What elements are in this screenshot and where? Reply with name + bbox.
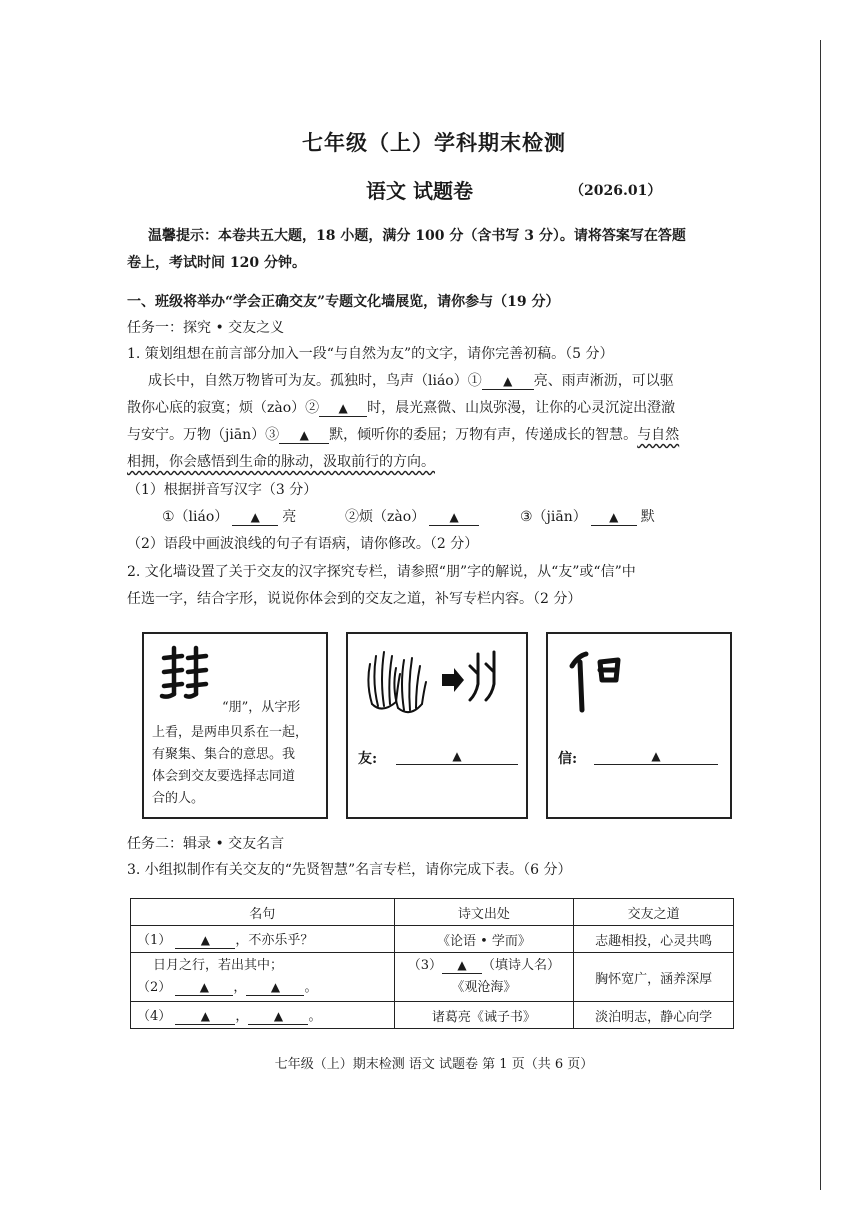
you-oracle-glyph-icon [362,644,512,720]
table-row [131,953,734,1002]
q1-para-line-3: 与安宁。万物（jiān）③ ▲ 默，倾听你的委屈；万物有声，传递成长的智慧。与自然 [127,427,680,443]
notice-line-2: 卷上，考试时间 120 分钟。 [127,255,306,271]
xin-character-box [546,632,732,819]
you-character-box [346,632,528,819]
answer-blank[interactable]: ▲ [175,979,233,996]
exam-title: 七年级（上）学科期末检测 [302,130,566,155]
peng-oracle-glyph-icon [158,644,210,702]
q1-sub2: （2）语段中画波浪线的句子有语病，请你修改。（2 分） [127,536,479,552]
q2-stem-line-2: 任选一字，结合字形，说说你体会到的交友之道，补写专栏内容。（2 分） [127,591,582,607]
q1-para-line-1: 成长中，自然万物皆可为友。孤独时，鸟声（liáo）① ▲ 亮、雨声淅沥，可以驱 [148,373,674,389]
table-header: 名句 [131,899,395,926]
answer-blank[interactable]: ▲ [232,509,278,526]
exam-date: （2026.01） [570,183,662,199]
q1-sub1-item-3: ③（jiān） ▲ 默 [520,509,655,525]
wavy-sentence: 相拥，你会感悟到生命的脉动，汲取前行的方向。 [127,454,435,470]
q1-sub1: （1）根据拼音写汉字（3 分） [127,482,318,498]
table-cell: 日月之行，若出其中； （2） ▲ ， ▲ 。 [131,953,395,1002]
table-cell: 志趣相投，心灵共鸣 [574,926,734,953]
q3-stem: 3. 小组拟制作有关交友的“先贤智慧”名言专栏，请你完成下表。（6 分） [127,862,572,878]
task2-label: 任务二：辑录 • 交友名言 [127,836,285,852]
task1-label: 任务一：探究 • 交友之义 [127,320,285,336]
answer-blank[interactable]: ▲ [442,957,482,974]
table-cell: 《论语 • 学而》 [394,926,574,953]
table-cell: 淡泊明志，静心向学 [574,1002,734,1029]
table-cell: （3） ▲ （填诗人名） 《观沧海》 [394,953,574,1002]
answer-blank[interactable]: ▲ [429,509,479,526]
page-footer: 七年级（上）期末检测 语文 试题卷 第 1 页（共 6 页） [274,1057,594,1072]
you-label: 友: [358,751,378,767]
q3-table [130,898,734,1029]
table-cell: （1） ▲ ，不亦乐乎？ [131,926,395,953]
peng-explanation: 上看，是两串贝系在一起， 有聚集、集合的意思。我 体会到交友要选择志同道 合的人。 [152,725,309,806]
table-row [131,1002,734,1029]
xin-label: 信: [558,751,578,767]
answer-blank[interactable]: ▲ [175,1008,235,1025]
answer-blank[interactable]: ▲ [591,509,637,526]
table-cell: 诸葛亮《诫子书》 [394,1002,574,1029]
q1-para-line-2: 散你心底的寂寞；烦（zào）② ▲ 时，晨光熹微、山岚弥漫，让你的心灵沉淀出澄澈 [127,400,676,416]
page-edge-line [820,40,821,1190]
notice-line-1: 温馨提示：本卷共五大题，18 小题，满分 100 分（含书写 3 分）。请将答案写在答题 [148,228,686,244]
q2-stem-line-1: 2. 文化墙设置了关于交友的汉字探究专栏，请参照“朋”字的解说，从“友”或“信”中 [127,564,636,580]
q1-stem: 1. 策划组想在前言部分加入一段“与自然为友”的文字，请你完善初稿。（5 分） [127,346,614,362]
section1-heading: 一、班级将举办“学会正确交友”专题文化墙展览，请你参与（19 分） [127,294,560,310]
table-cell: 胸怀宽广，涵养深厚 [574,953,734,1002]
answer-blank[interactable]: ▲ [246,979,304,996]
q1-para-line-4 [127,450,435,474]
answer-blank[interactable]: ▲ [396,748,518,765]
answer-blank[interactable]: ▲ [248,1008,308,1025]
peng-character-box [142,632,328,819]
table-header: 交友之道 [574,899,734,926]
answer-blank[interactable]: ▲ [482,373,534,390]
q1-sub1-item-1: ①（liáo） ▲ 亮 [162,509,297,525]
peng-quote: “朋”，从字形 [222,700,301,715]
wavy-sentence: 与自然 [637,427,680,443]
exam-subtitle: 语文 试题卷 [366,179,473,203]
q1-sub1-item-2: ②烦（zào） ▲ [345,505,479,529]
answer-blank[interactable]: ▲ [175,932,235,949]
table-header-row [131,899,734,926]
table-cell: （4） ▲ ， ▲ 。 [131,1002,395,1029]
answer-blank[interactable]: ▲ [279,427,329,444]
xin-oracle-glyph-icon [564,646,630,722]
table-header: 诗文出处 [394,899,574,926]
table-row [131,926,734,953]
answer-blank[interactable]: ▲ [594,748,718,765]
answer-blank[interactable]: ▲ [319,400,367,417]
